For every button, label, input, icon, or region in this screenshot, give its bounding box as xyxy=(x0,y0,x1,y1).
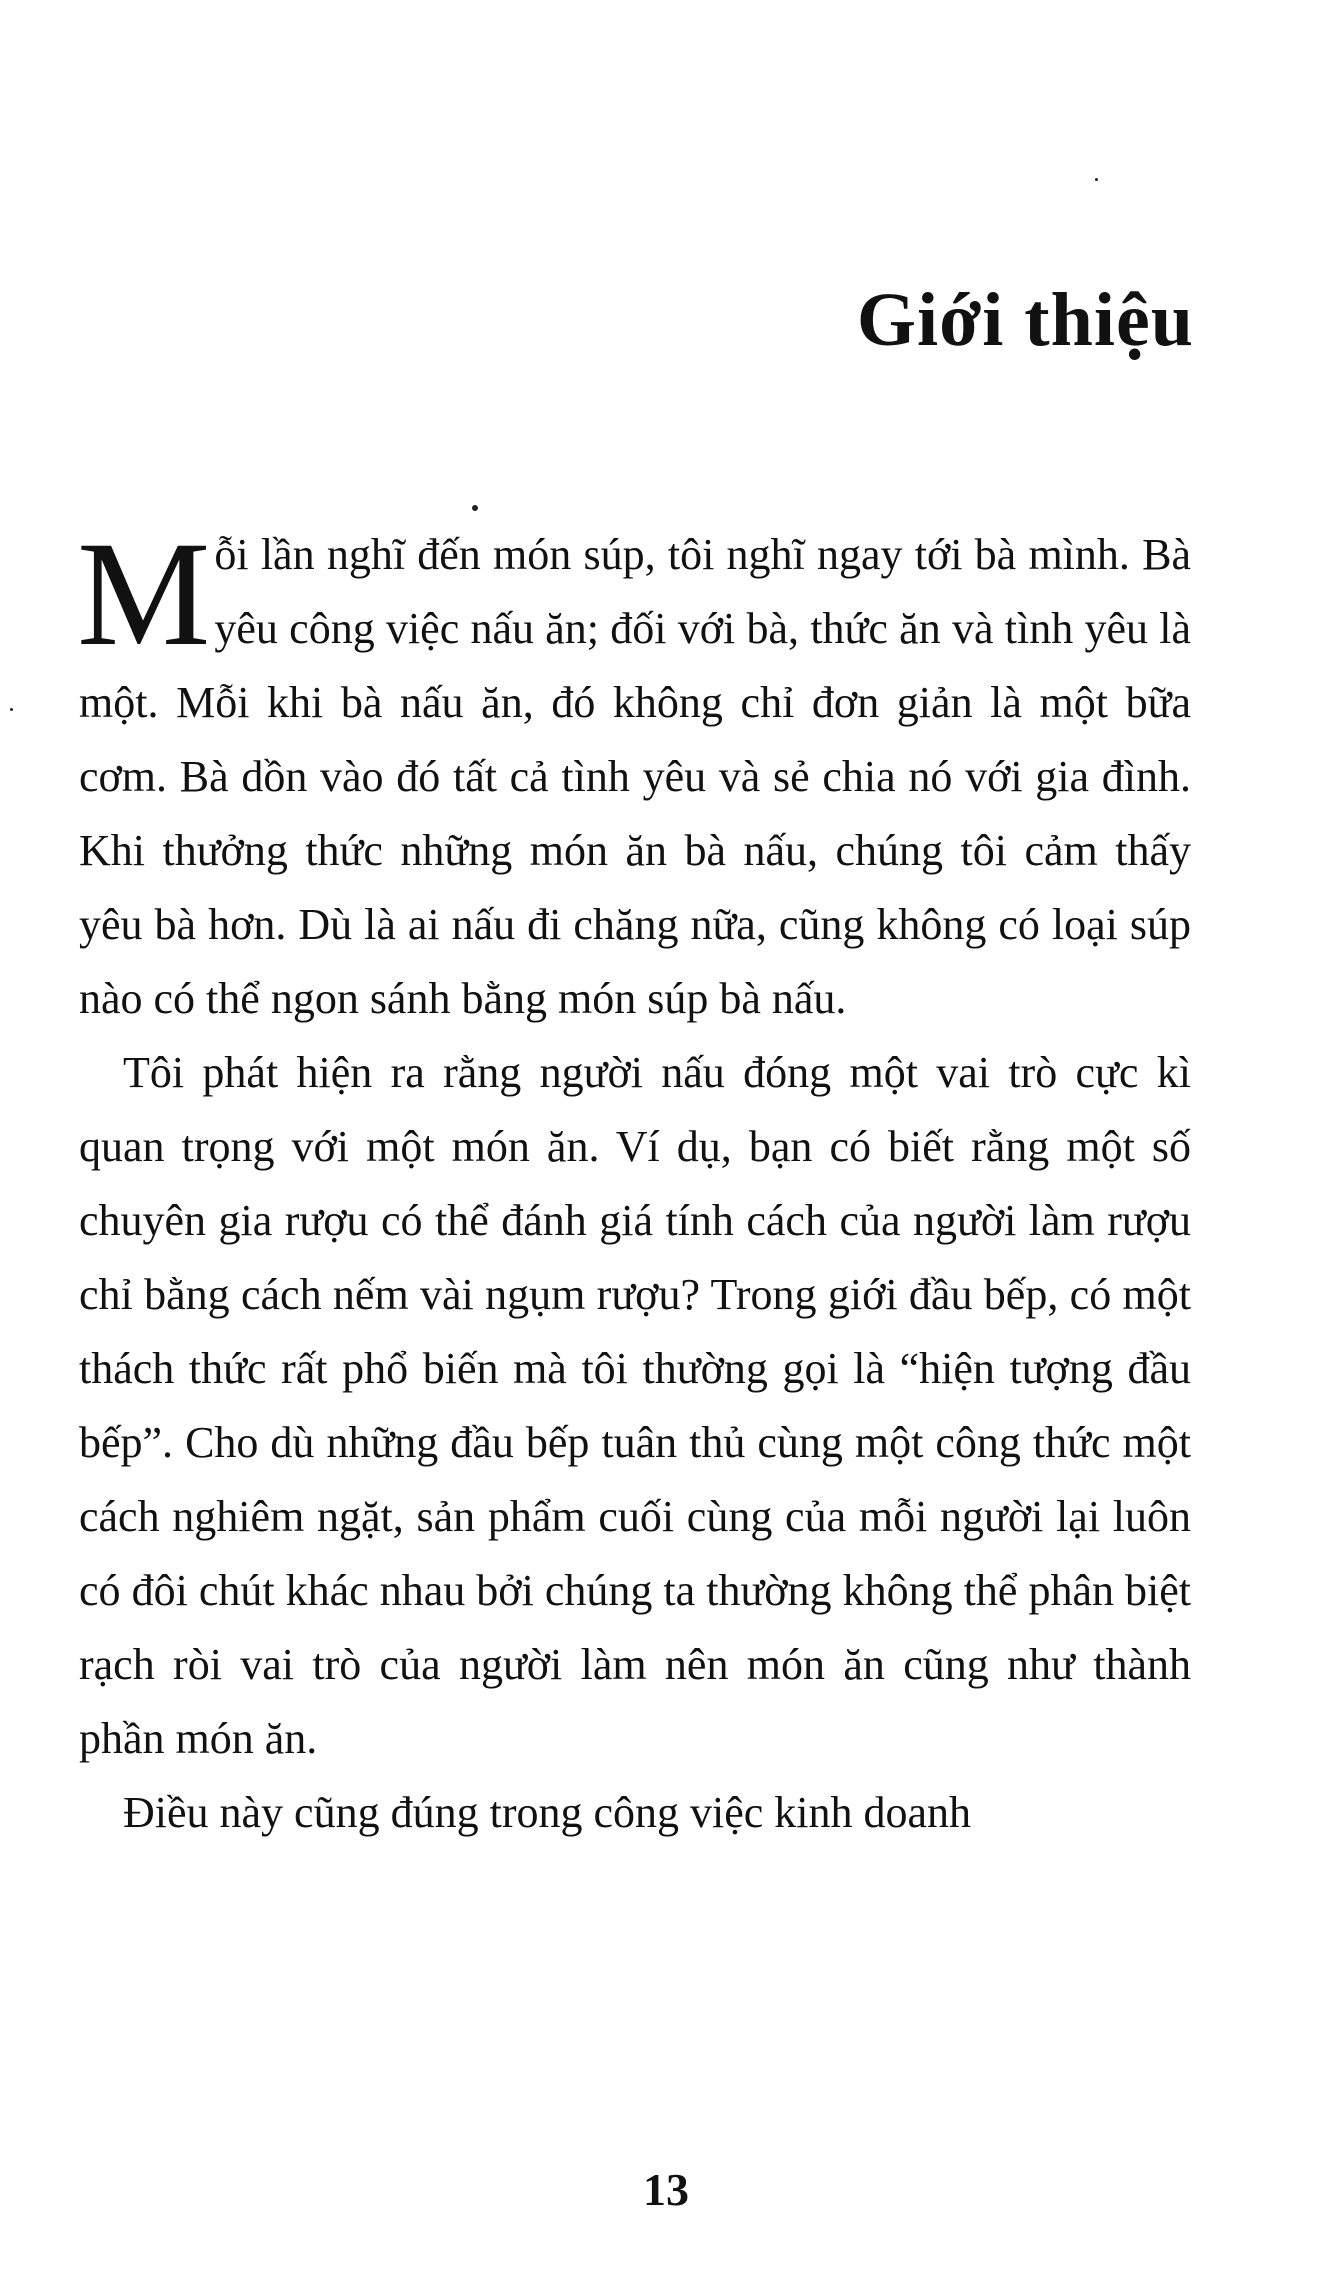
scan-speck xyxy=(1095,178,1098,181)
scan-speck xyxy=(472,505,478,511)
scan-speck xyxy=(10,708,13,711)
body-text xyxy=(77,511,1191,1850)
page-number: 13 xyxy=(643,2164,689,2215)
drop-cap: M xyxy=(77,511,211,677)
chapter-title: Giới thiệu xyxy=(856,278,1194,362)
paragraph-1-text: ỗi lần nghĩ đến món súp, tôi nghĩ ngay tới bà mình. Bà yêu công việc nấu ăn; đối với bà, thức ăn và tình yêu là một. Mỗi khi bà nấu ăn, đó không chỉ đơn giản là một bữa cơm. Bà dồn vào đó tất cả tình yêu và sẻ chia nó với gia đình. Khi thưởng thức những món ăn bà nấu, chúng tôi cảm thấy yêu bà hơn. Dù là ai nấu đi chăng nữa, cũng không có loại súp nào có thể ngon sánh bằng món súp bà nấu. xyxy=(79,530,1191,1023)
paragraph-2: Tôi phát hiện ra rằng người nấu đóng một vai trò cực kì quan trọng với một món ăn. Ví dụ, bạn có biết rằng một số chuyên gia rượu có thể đánh giá tính cách của người làm rượu chỉ bằng cách nếm vài ngụm rượu? Trong giới đầu bếp, có một thách thức rất phổ biến mà tôi thường gọi là “hiện tượng đầu bếp”. Cho dù những đầu bếp tuân thủ cùng một công thức một cách nghiêm ngặt, sản phẩm cuối cùng của mỗi người lại luôn có đôi chút khác nhau bởi chúng ta thường không thể phân biệt rạch ròi vai trò của người làm nên món ăn cũng như thành phần món ăn. xyxy=(79,1048,1191,1763)
paragraph-1 xyxy=(77,511,1191,1036)
paragraph-3: Điều này cũng đúng trong công việc kinh doanh xyxy=(123,1788,972,1837)
